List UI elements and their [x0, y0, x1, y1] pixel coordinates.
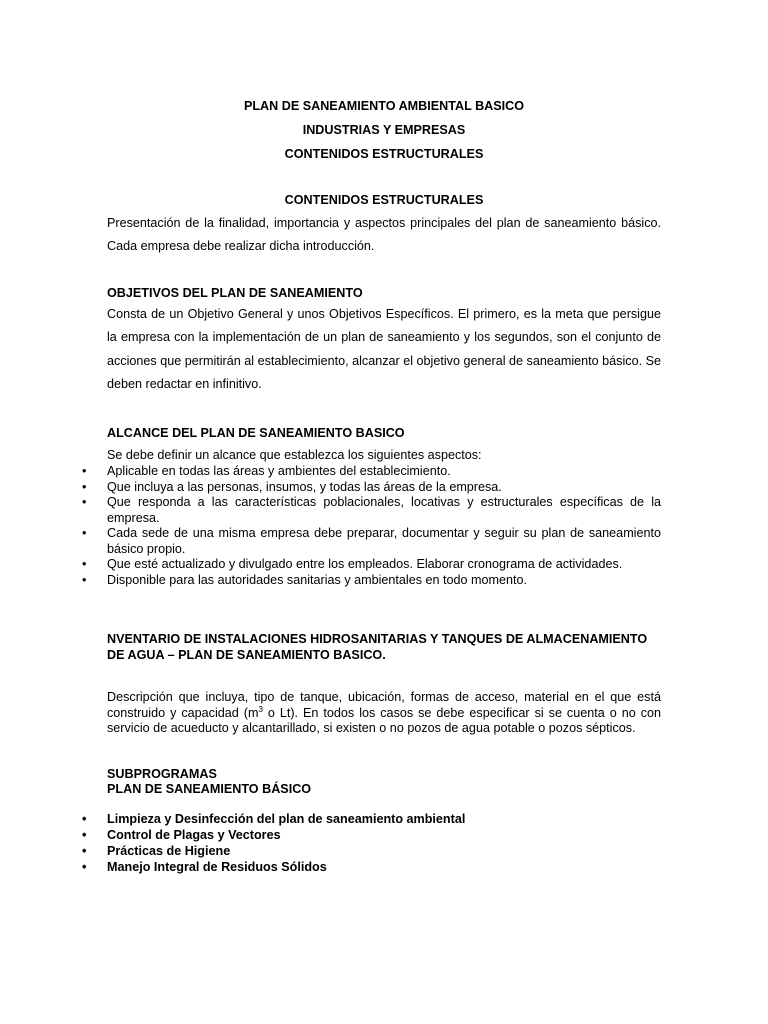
document-title-line-1: PLAN DE SANEAMIENTO AMBIENTAL BASICO [243, 99, 525, 113]
bullet-icon: • [82, 844, 87, 858]
list-item: • Manejo Integral de Residuos Sólidos [82, 860, 327, 874]
list-item: • Aplicable en todas las áreas y ambientes del establecimiento. [82, 464, 451, 478]
bullet-icon: • [82, 526, 87, 540]
list-item: • Limpieza y Desinfección del plan de saneamiento ambiental [82, 812, 466, 826]
list-item: • Que responda a las características poblacionales, locativas y estructurales específicas de la empresa. [82, 495, 661, 525]
section-heading-contenidos: CONTENIDOS ESTRUCTURALES [284, 193, 484, 207]
list-item: • Prácticas de Higiene [82, 844, 231, 858]
section-heading-subprogramas: SUBPROGRAMAS [107, 767, 217, 781]
section-heading-alcance: ALCANCE DEL PLAN DE SANEAMIENTO BASICO [107, 426, 405, 440]
bullet-icon: • [82, 495, 87, 509]
list-item: • Cada sede de una misma empresa debe preparar, documentar y seguir su plan de saneamiento básico propio. [82, 526, 661, 556]
document-title-line-3: CONTENIDOS ESTRUCTURALES [284, 147, 484, 161]
bullet-icon: • [82, 828, 87, 842]
bullet-icon: • [82, 464, 87, 478]
bullet-icon: • [82, 572, 87, 587]
list-item: • Que incluya a las personas, insumos, y todas las áreas de la empresa. [82, 479, 502, 494]
document-title-line-2: INDUSTRIAS Y EMPRESAS [302, 123, 466, 137]
section-text-objetivos: Consta de un Objetivo General y unos Objetivos Específicos. El primero, es la meta que persigue la empresa con la implementación de un plan de saneamiento y los segundos, son el conjunto de acciones que permitirán al establecimiento, alcanzar el objetivo general de saneamiento básico. Se deben redactar en infinitivo. [107, 307, 661, 391]
subprogramas-list [0, 811, 768, 875]
list-item: • Que esté actualizado y divulgado entre los empleados. Elaborar cronograma de actividades. [82, 557, 623, 571]
section-text-contenidos: Presentación de la finalidad, importancia y aspectos principales del plan de saneamiento básico. Cada empresa debe realizar dicha introducción. [107, 216, 661, 254]
section-intro-alcance: Se debe definir un alcance que establezca los siguientes aspectos: [107, 448, 482, 462]
bullet-icon: • [82, 860, 87, 874]
section-text-inventario: Descripción que incluya, tipo de tanque, ubicación, formas de acceso, material en el que está construido y capacidad ($m^3$ o Lt). En todos los casos se debe especificar si se cuenta o no con servicio de acueducto y alcantarillado, si existen o no pozos de agua potable o pozos sépticos. [107, 690, 661, 735]
section-heading-objetivos: OBJETIVOS DEL PLAN DE SANEAMIENTO [107, 286, 363, 300]
section-heading-inventario: NVENTARIO DE INSTALACIONES HIDROSANITARIAS Y TANQUES DE ALMACENAMIENTO DE AGUA – PLAN DE SANEAMIENTO BASICO. [107, 632, 648, 662]
bullet-icon: • [82, 557, 87, 571]
alcance-list [0, 464, 768, 588]
list-item: • Disponible para las autoridades sanitarias y ambientales en todo momento. [82, 572, 528, 587]
bullet-icon: • [82, 479, 87, 494]
bullet-icon: • [82, 812, 87, 826]
section-subheading-plan: PLAN DE SANEAMIENTO BÁSICO [107, 782, 312, 796]
list-item: • Control de Plagas y Vectores [82, 828, 281, 842]
